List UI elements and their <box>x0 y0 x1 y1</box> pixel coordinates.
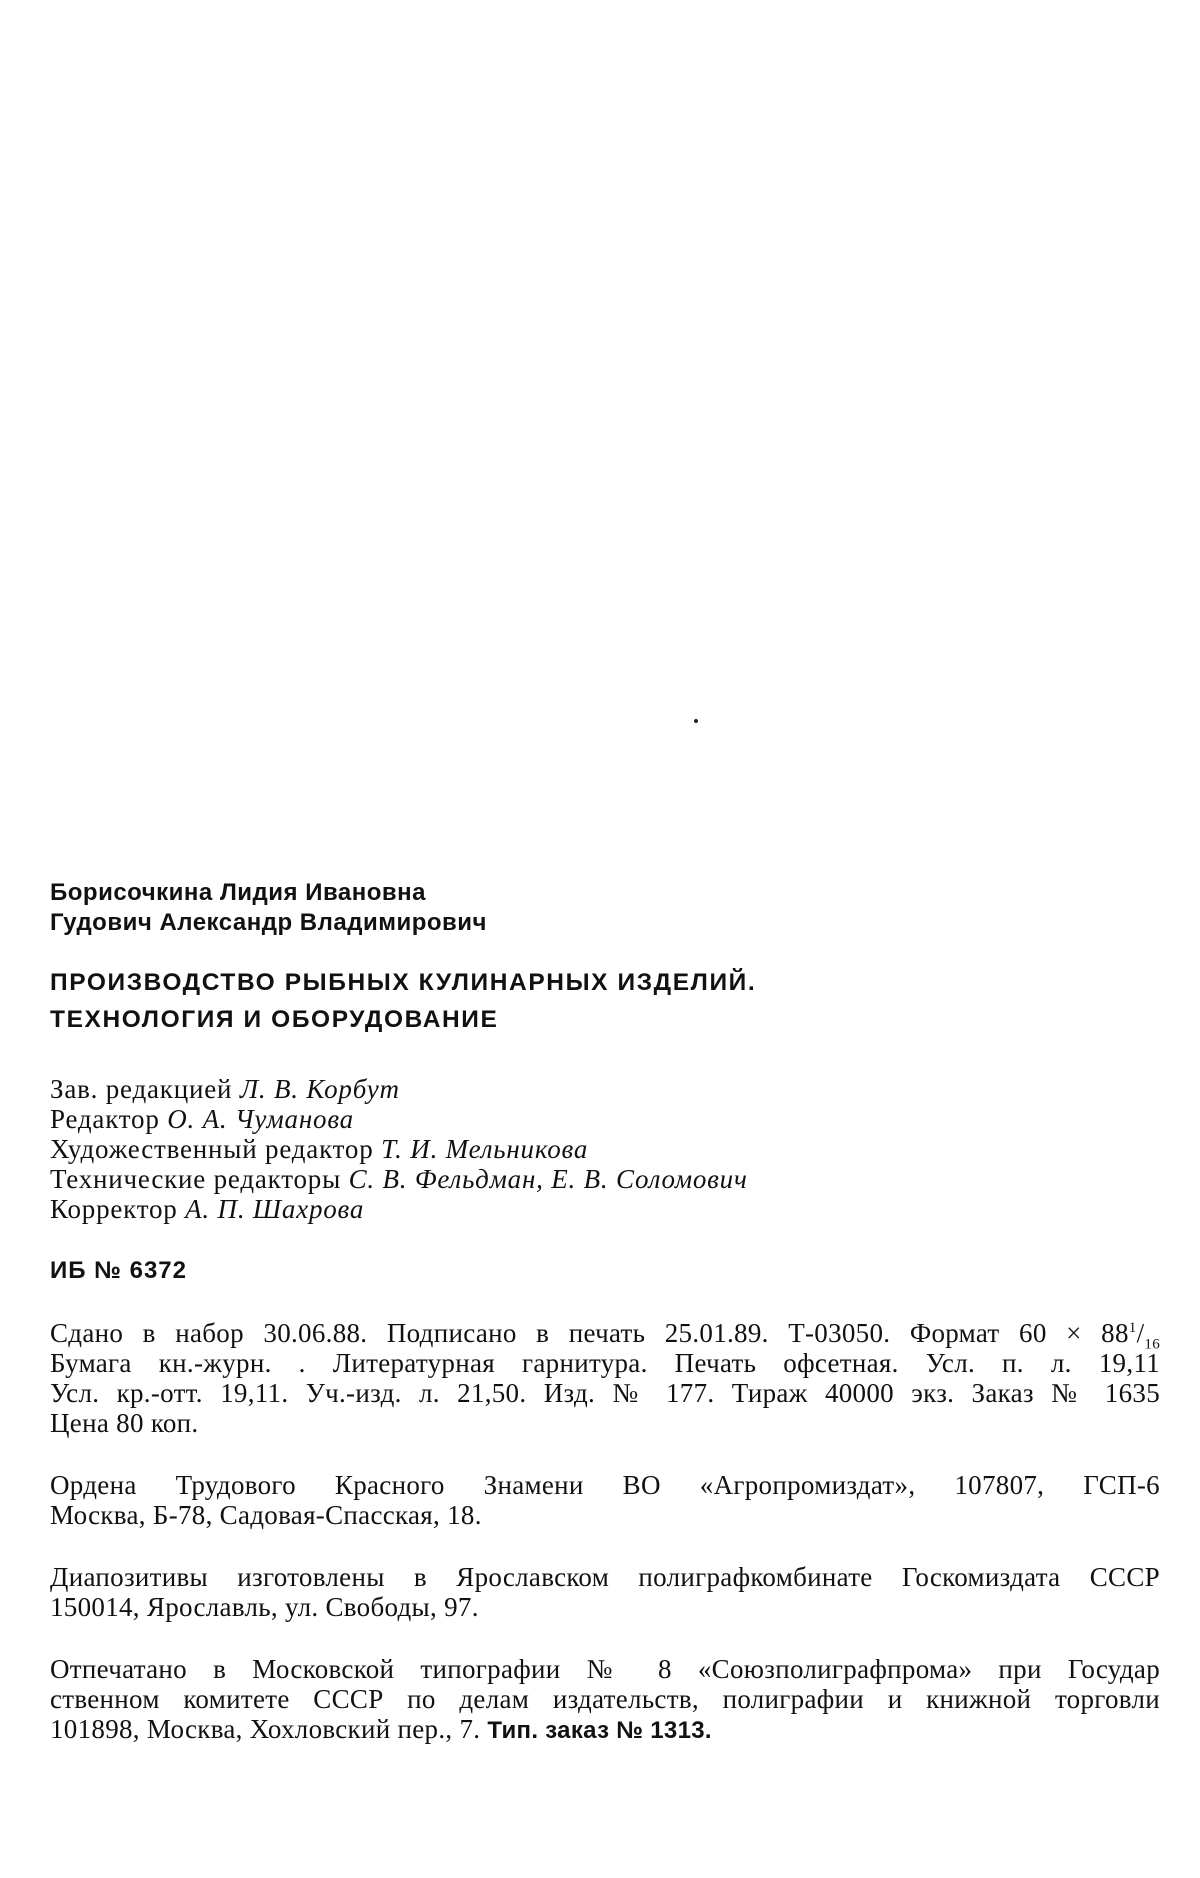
credit-line <box>50 1194 1160 1224</box>
print-order-number: Тип. заказ № 1313. <box>487 1717 712 1744</box>
credit-line <box>50 1164 1160 1194</box>
stray-dot <box>694 719 698 723</box>
printer-line: ственном комитете СССР по делам издательств, полиграфии и книжной торговли <box>50 1684 1160 1714</box>
publisher-info <box>50 1470 1160 1530</box>
slides-info <box>50 1562 1160 1622</box>
print-details-line: Усл. кр.-отт. 19,11. Уч.-изд. л. 21,50. Изд. № 177. Тираж 40000 экз. Заказ № 1635 <box>50 1378 1160 1408</box>
credits-list <box>50 1074 1160 1224</box>
ib-number: ИБ № 6372 <box>50 1257 187 1284</box>
format-denominator: 16 <box>1144 1336 1160 1353</box>
credit-line <box>50 1074 1160 1104</box>
credit-line <box>50 1134 1160 1164</box>
author-name: Борисочкина Лидия Ивановна <box>50 879 426 906</box>
format-separator: / <box>1136 1318 1145 1348</box>
credit-role: Редактор <box>50 1104 160 1134</box>
credit-name: А. П. Шахрова <box>185 1194 365 1224</box>
slides-line: Диапозитивы изготовлены в Ярославском полиграфкомбинате Госкомиздата СССР <box>50 1562 1160 1592</box>
credit-role: Художественный редактор <box>50 1134 374 1164</box>
print-details-text: Сдано в набор 30.06.88. Подписано в печать 25.01.89. Т-03050. Формат 60 × 88 <box>50 1318 1129 1348</box>
publisher-line: Ордена Трудового Красного Знамени ВО «Агропромиздат», 107807, ГСП-6 <box>50 1470 1160 1500</box>
author-name: Гудович Александр Владимирович <box>50 909 487 936</box>
imprint-block <box>50 878 1160 1746</box>
print-details-line: Бумага кн.-журн. . Литературная гарнитура. Печать офсетная. Усл. п. л. 19,11 <box>50 1348 1160 1378</box>
book-title-line: ПРОИЗВОДСТВО РЫБНЫХ КУЛИНАРНЫХ ИЗДЕЛИЙ. <box>50 969 757 996</box>
printer-address: 101898, Москва, Хохловский пер., 7. <box>50 1714 481 1744</box>
slides-line: 150014, Ярославль, ул. Свободы, 97. <box>50 1592 479 1622</box>
price-line: Цена 80 коп. <box>50 1408 199 1438</box>
book-title <box>50 964 1160 1038</box>
print-details-line <box>50 1318 1160 1353</box>
credit-name: Л. В. Корбут <box>239 1074 400 1104</box>
credit-name: О. А. Чуманова <box>167 1104 354 1134</box>
credit-role: Технические редакторы <box>50 1164 342 1194</box>
authors <box>50 878 1160 938</box>
printer-line <box>50 1714 1160 1746</box>
book-title-line: ТЕХНОЛОГИЯ И ОБОРУДОВАНИЕ <box>50 1006 499 1033</box>
credit-role: Зав. редакцией <box>50 1074 233 1104</box>
printer-info <box>50 1654 1160 1746</box>
print-details <box>50 1318 1160 1438</box>
credit-line <box>50 1104 1160 1134</box>
credit-role: Корректор <box>50 1194 178 1224</box>
format-numerator: 1 <box>1128 1320 1137 1336</box>
credit-name: Т. И. Мельникова <box>381 1134 589 1164</box>
printer-line: Отпечатано в Московской типографии № 8 «Союзполиграфпрома» при Государ <box>50 1654 1160 1684</box>
publisher-line: Москва, Б-78, Садовая-Спасская, 18. <box>50 1500 482 1530</box>
credit-name: С. В. Фельдман, Е. В. Соломович <box>348 1164 748 1194</box>
